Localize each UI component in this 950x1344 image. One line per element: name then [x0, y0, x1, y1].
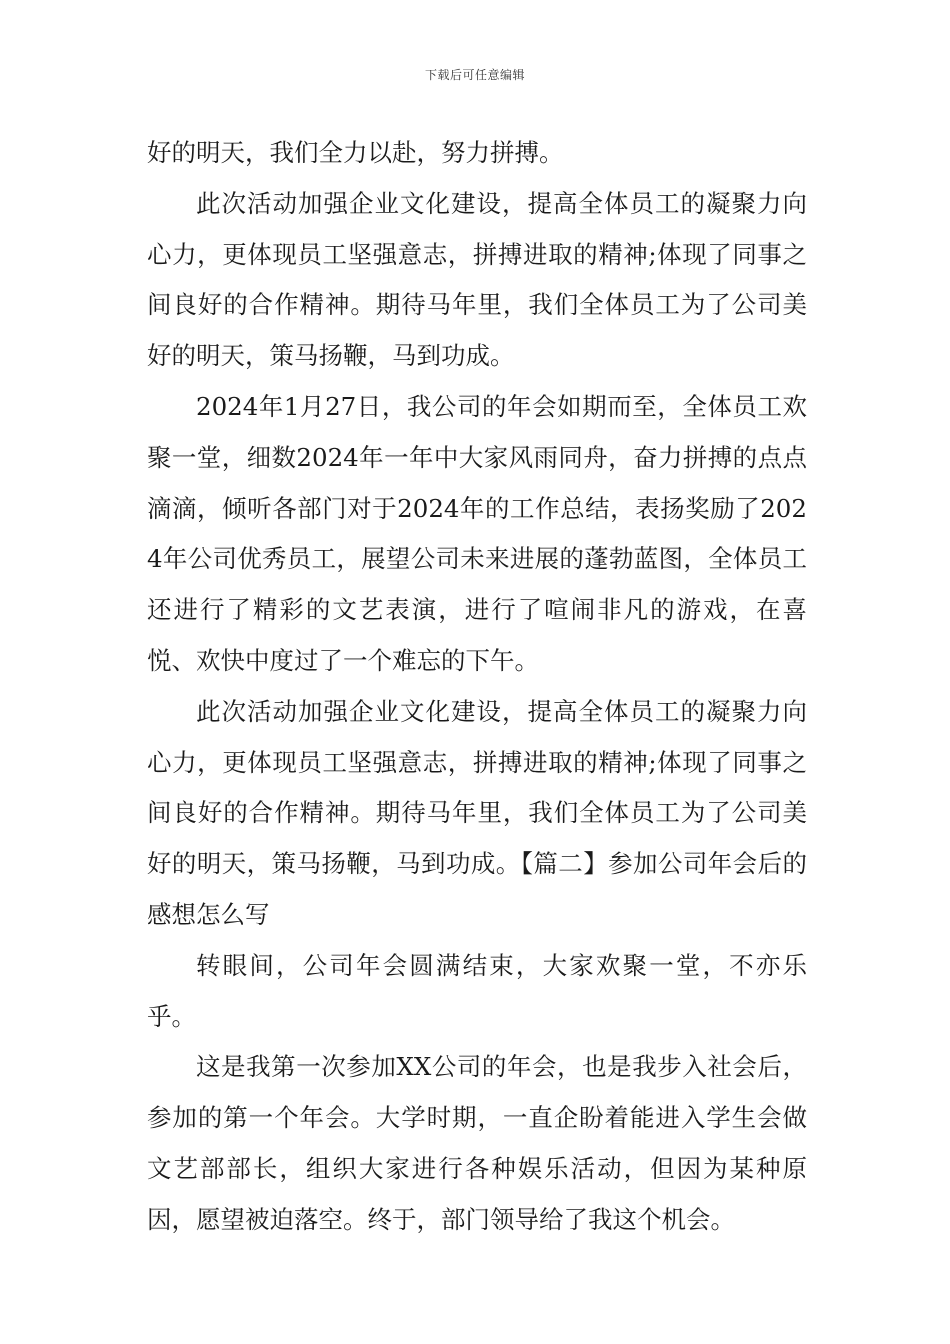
paragraph-2: 此次活动加强企业文化建设，提高全体员工的凝聚力向心力，更体现员工坚强意志，拼搏进取的精神;体现了同事之间良好的合作精神。期待马年里，我们全体员工为了公司美好的明天，策马扬鞭，马到功成。	[147, 188, 807, 371]
document-body	[147, 128, 807, 1246]
paragraph-3: 2024年1月27日，我公司的年会如期而至，全体员工欢聚一堂，细数2024年一年中大家风雨同舟，奋力拼搏的点点滴滴，倾听各部门对于2024年的工作总结，表扬奖励了2024年公司优秀员工，展望公司未来进展的蓬勃蓝图，全体员工还进行了精彩的文艺表演，进行了喧闹非凡的游戏，在喜悦、欢快中度过了一个难忘的下午。	[147, 391, 807, 675]
paragraph-5: 转眼间，公司年会圆满结束，大家欢聚一堂，不亦乐乎。	[147, 950, 807, 1031]
paragraph-4: 此次活动加强企业文化建设，提高全体员工的凝聚力向心力，更体现员工坚强意志，拼搏进取的精神;体现了同事之间良好的合作精神。期待马年里，我们全体员工为了公司美好的明天，策马扬鞭，马到功成。【篇二】参加公司年会后的感想怎么写	[147, 696, 807, 929]
page-header-note: 下载后可任意编辑	[424, 68, 525, 82]
paragraph-6: 这是我第一次参加XX公司的年会，也是我步入社会后，参加的第一个年会。大学时期，一直企盼着能进入学生会做文艺部部长，组织大家进行各种娱乐活动，但因为某种原因，愿望被迫落空。终于，部门领导给了我这个机会。	[147, 1052, 807, 1234]
paragraph-1: 好的明天，我们全力以赴，努力拼搏。	[147, 138, 564, 167]
